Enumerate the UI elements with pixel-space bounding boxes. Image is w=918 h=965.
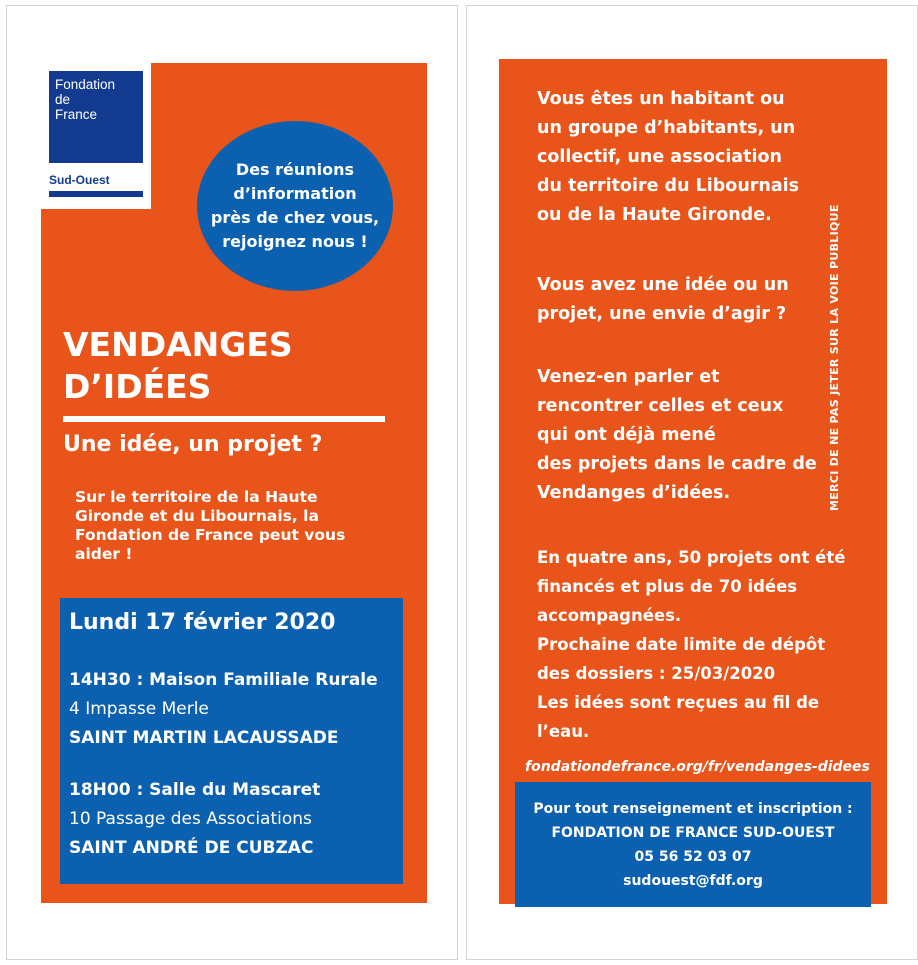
intro-text: Sur le territoire de la Haute Gironde et du Libournais, la Fondation de France peut vous aider !: [75, 488, 346, 563]
logo-region: Sud-Ouest: [49, 173, 110, 187]
contact-org: FONDATION DE FRANCE SUD-OUEST: [551, 824, 835, 841]
session-1-town: SAINT MARTIN LACAUSSADE: [69, 728, 339, 748]
session-2-address: 10 Passage des Associations: [69, 809, 312, 829]
paragraph-invitation: Venez-en parler et rencontrer celles et ceux qui ont déjà mené des projets dans le cadre de Vendanges d’idées.: [537, 367, 817, 503]
orange-panel-right: [499, 59, 887, 904]
logo-blue-square: [49, 71, 143, 163]
vertical-note: MERCI DE NE PAS JETER SUR LA VOIE PUBLIQUE: [828, 204, 841, 511]
session-2-time-place: 18H00 : Salle du Mascaret: [69, 780, 321, 800]
info-bubble: [197, 121, 393, 291]
logo-name: Fondation de France: [55, 77, 116, 122]
flyer-page-left: [6, 5, 458, 960]
flyer-title: VENDANGES D’IDÉES: [63, 325, 293, 406]
flyer-subtitle: Une idée, un projet ?: [63, 432, 323, 457]
event-box: [60, 598, 403, 884]
session-1-time-place: 14H30 : Maison Familiale Rurale: [69, 670, 378, 690]
event-date: Lundi 17 février 2020: [69, 610, 336, 635]
contact-box: [515, 782, 871, 907]
contact-email: sudouest@fdf.org: [623, 872, 763, 889]
title-divider: [63, 416, 385, 422]
session-1-address: 4 Impasse Merle: [69, 699, 209, 719]
contact-heading: Pour tout renseignement et inscription :: [533, 800, 853, 817]
session-2-town: SAINT ANDRÉ DE CUBZAC: [69, 838, 314, 858]
logo-underline: [49, 191, 143, 197]
fondation-de-france-logo: [41, 63, 151, 209]
paragraph-audience: Vous êtes un habitant ou un groupe d’habitants, un collectif, une association du territoire du Libournais ou de la Haute Gironde.: [537, 89, 800, 225]
contact-phone: 05 56 52 03 07: [634, 848, 752, 865]
paragraph-idea: Vous avez une idée ou un projet, une envie d’agir ?: [537, 275, 789, 324]
info-bubble-text: Des réunions d’information près de chez vous, rejoignez nous !: [210, 160, 380, 251]
paragraph-stats: En quatre ans, 50 projets ont été financés et plus de 70 idées accompagnées. Prochaine date limite de dépôt des dossiers : 25/03/2020 Les idées sont reçues au fil de l’eau.: [537, 548, 846, 741]
website-url: fondationdefrance.org/fr/vendanges-didees: [525, 759, 870, 775]
flyer-page-right: [466, 5, 918, 960]
